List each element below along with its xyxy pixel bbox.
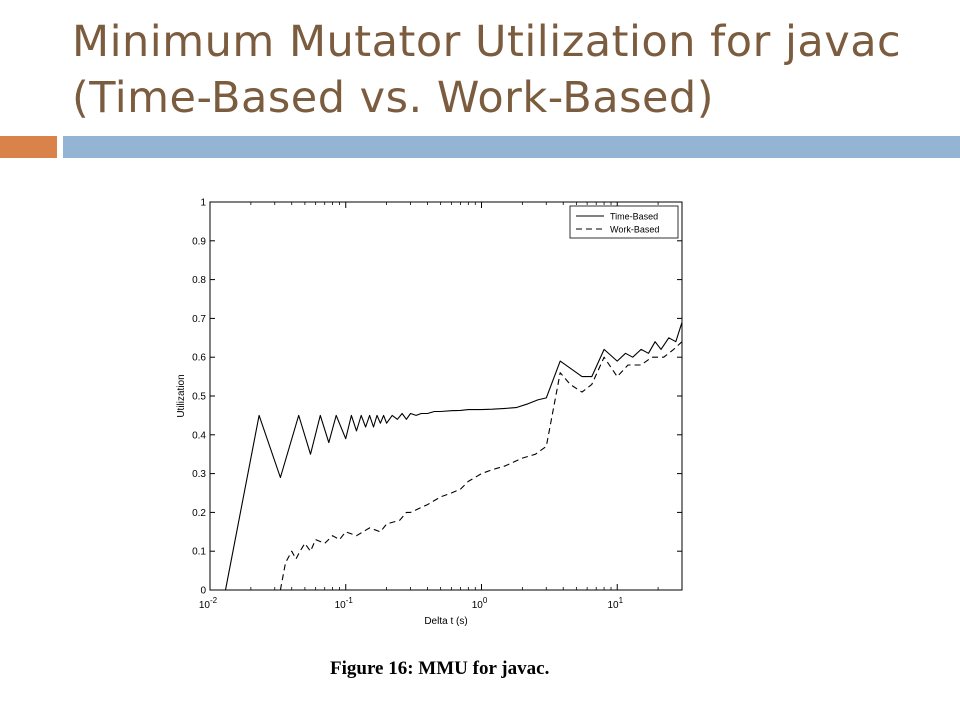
series-line-time-based (226, 322, 683, 590)
x-axis-label: Delta t (s) (424, 616, 468, 627)
y-tick-label: 0.8 (192, 275, 206, 287)
plot-frame (210, 202, 682, 590)
x-tick-label: $10^{-1}$ (334, 596, 353, 611)
x-tick-exponent: -1 (345, 596, 353, 605)
y-tick-label: 0.9 (192, 236, 206, 248)
y-tick-label: 0.7 (192, 313, 206, 325)
x-tick-exponent: -2 (210, 596, 218, 605)
y-tick-label: 0.2 (192, 507, 206, 519)
x-tick-exponent: 0 (482, 596, 488, 605)
legend-label: Work-Based (610, 224, 660, 235)
slide-title-line-2: (Time-Based vs. Work-Based) (72, 73, 714, 123)
mmu-chart (160, 180, 720, 640)
accent-bar (63, 136, 960, 158)
slide-title-line-1: Minimum Mutator Utilization for javac (72, 17, 902, 67)
y-tick-label: 1 (200, 197, 206, 209)
x-tick-label: $10^{-2}$ (198, 596, 218, 611)
y-tick-label: 0.6 (192, 352, 206, 364)
slide-title (72, 14, 952, 126)
accent-block-left (0, 136, 57, 158)
y-axis-label: Utilization (176, 374, 187, 418)
y-tick-label: 0.1 (192, 546, 206, 558)
x-tick-label: $10^0$ (471, 596, 488, 611)
y-tick-label: 0.4 (192, 430, 206, 442)
y-tick-label: 0.3 (192, 469, 206, 481)
y-tick-label: 0 (200, 585, 206, 597)
series-line-work-based (280, 342, 682, 590)
y-tick-label: 0.5 (192, 391, 206, 403)
legend-label: Time-Based (610, 211, 659, 222)
x-tick-label: $10^1$ (607, 596, 624, 611)
figure-caption: Figure 16: MMU for javac. (330, 658, 550, 679)
x-tick-exponent: 1 (618, 596, 624, 605)
